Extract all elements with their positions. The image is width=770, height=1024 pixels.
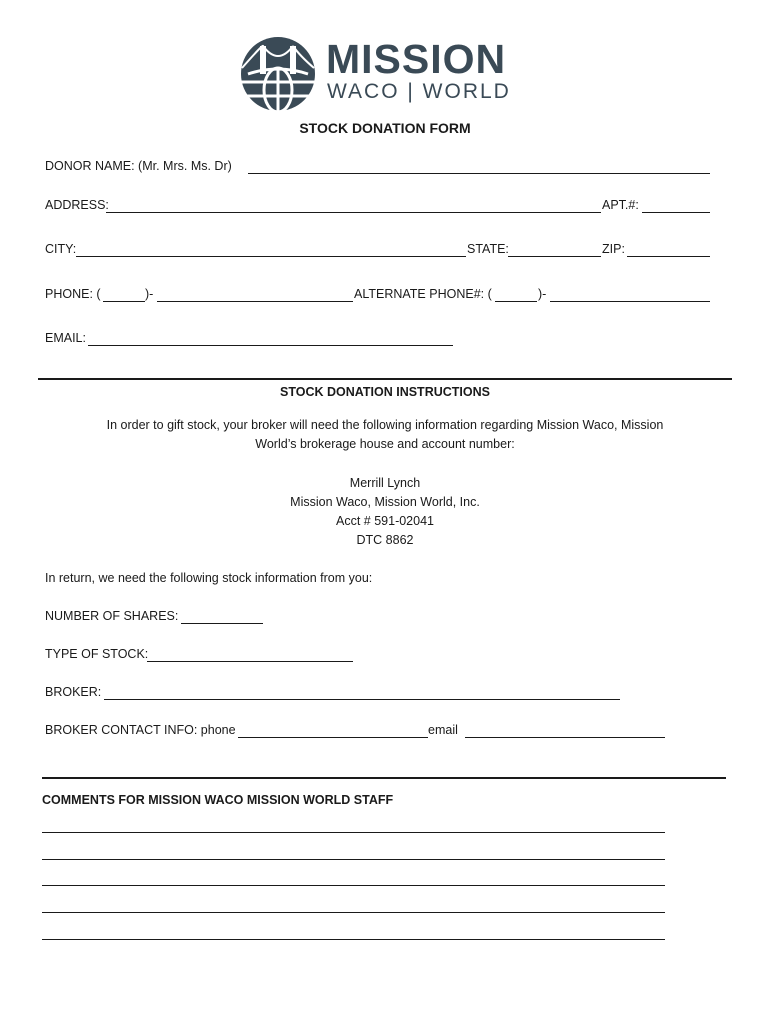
alt-phone-area-code-field[interactable] [495,301,537,302]
city-label: CITY: [45,242,77,256]
address-label: ADDRESS: [45,198,109,212]
stock-type-label: TYPE OF STOCK: [45,647,149,661]
state-field[interactable] [508,256,601,257]
comment-line[interactable] [42,912,665,913]
logo-sub-text: WACO | WORLD [327,80,511,103]
section-divider [38,378,732,380]
donor-name-field[interactable] [248,173,710,174]
instructions-paragraph-line-1: In order to gift stock, your broker will need the following information regarding Mission Waco, Mission [106,418,664,432]
apt-field[interactable] [642,212,710,213]
broker-name: Merrill Lynch [349,476,421,490]
comment-line[interactable] [42,832,665,833]
return-text: In return, we need the following stock information from you: [45,571,373,585]
address-field[interactable] [106,212,601,213]
globe-bridge-icon [238,34,318,114]
form-title: STOCK DONATION FORM [299,120,471,136]
zip-field[interactable] [627,256,710,257]
zip-label: ZIP: [602,242,625,256]
comments-heading: COMMENTS FOR MISSION WACO MISSION WORLD STAFF [42,793,394,807]
phone-separator: )- [145,287,154,301]
broker-email-label: email [428,723,458,737]
broker-email-field[interactable] [465,737,665,738]
logo-main-text: MISSION [326,36,507,82]
shares-label: NUMBER OF SHARES: [45,609,179,623]
shares-field[interactable] [181,623,263,624]
state-label: STATE: [467,242,509,256]
city-field[interactable] [76,256,466,257]
account-number: Acct # 591-02041 [336,514,434,528]
instructions-heading: STOCK DONATION INSTRUCTIONS [280,385,490,399]
comments-divider [42,777,726,779]
alt-phone-number-field[interactable] [550,301,710,302]
stock-type-field[interactable] [147,661,353,662]
email-label: EMAIL: [45,331,86,345]
account-holder: Mission Waco, Mission World, Inc. [290,495,480,509]
instructions-paragraph-line-2: World’s brokerage house and account number: [255,437,515,451]
broker-phone-field[interactable] [238,737,428,738]
alt-phone-separator: )- [538,287,547,301]
phone-number-field[interactable] [157,301,353,302]
alt-phone-label: ALTERNATE PHONE#: ( [354,287,492,301]
phone-area-code-field[interactable] [103,301,145,302]
broker-field[interactable] [104,699,620,700]
comment-line[interactable] [42,939,665,940]
broker-label: BROKER: [45,685,102,699]
phone-label: PHONE: ( [45,287,101,301]
email-field[interactable] [88,345,453,346]
comment-line[interactable] [42,859,665,860]
donor-name-label: DONOR NAME: (Mr. Mrs. Ms. Dr) [45,159,232,173]
dtc-number: DTC 8862 [356,533,414,547]
apt-label: APT.#: [602,198,639,212]
broker-contact-label: BROKER CONTACT INFO: phone [45,723,236,737]
comment-line[interactable] [42,885,665,886]
